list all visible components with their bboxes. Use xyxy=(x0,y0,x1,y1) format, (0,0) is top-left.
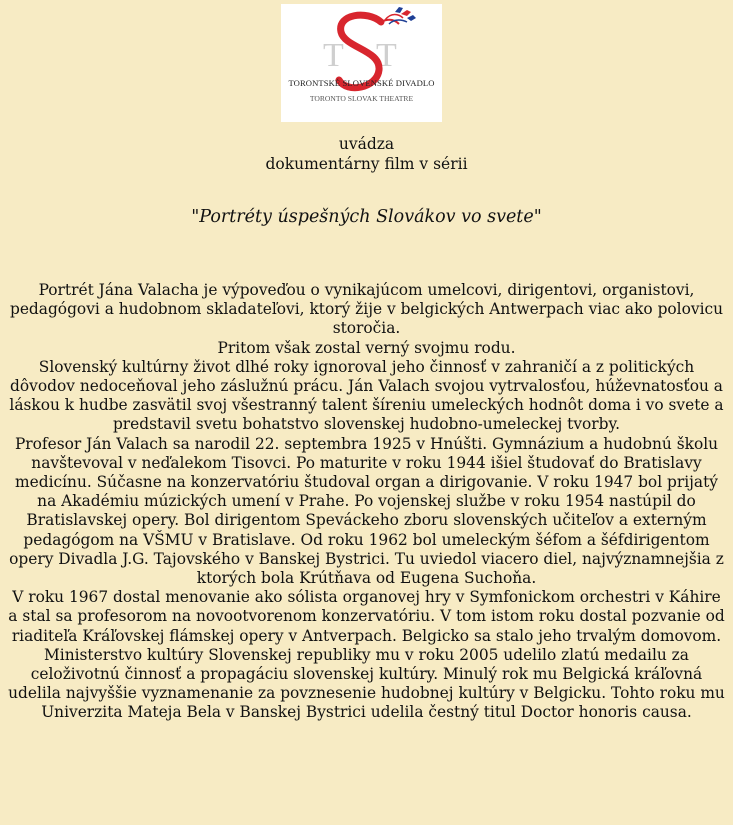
svg-text:T: T xyxy=(376,37,397,74)
bio-paragraph: Pritom však zostal verný svojmu rodu. xyxy=(217,338,516,357)
intro-presents: uvádza xyxy=(338,135,395,153)
series-title: "Portréty úspešných Slovákov vo svete" xyxy=(191,207,542,227)
bio-paragraph: Slovenský kultúrny život dlhé roky ignoroval jeho činnosť v zahraničí a z politických dôvodov nedoceňoval jeho záslužnú prácu. Ján Valach svojou vytrvalosťou, húževnatosťou a láskou k hudbe zasvätil svoj všestranný talent šíreniu umeleckých hodnôt doma i vo svete a predstavil svetu bohatstvo slovenskej hudobno-umeleckej tvorby. xyxy=(9,357,724,434)
theatre-logo xyxy=(281,4,442,122)
svg-text:T: T xyxy=(323,37,344,74)
logo-subtitle: TORONTO SLOVAK THEATRE xyxy=(309,94,414,103)
bio-paragraph: Portrét Jána Valacha je výpoveďou o vynikajúcom umelcovi, dirigentovi, organistovi, pedagógovi a hudobnom skladateľovi, ktorý žije v belgických Antwerpach viac ako polovicu storočia. xyxy=(9,281,724,338)
bio-paragraph: Profesor Ján Valach sa narodil 22. septembra 1925 v Hnúšti. Gymnázium a hudobnú školu navštevoval v neďalekom Tisovci. Po maturite v roku 1944 išiel študovať do Bratislavy medicínu. Súčasne na konzervatóriu študoval organ a dirigovanie. V roku 1947 bol prijatý na Akadémiu múzických umení v Prahe. Po vojenskej službe v roku 1954 nastúpil do Bratislavskej opery. Bol dirigentom Speváckeho zboru slovenských učiteľov a externým pedagógom na VŠMU v Bratislave. Od roku 1962 bol umeleckým šéfom a šéfdirigentom opery Divadla J.G. Tajovského v Banskej Bystrici. Tu uviedol viacero diel, najvýznamnejšia z ktorých bola Krútňava od Eugena Suchoňa. xyxy=(9,434,724,588)
bio-paragraph: Ministerstvo kultúry Slovenskej republiky mu v roku 2005 udelilo zlatú medailu za celoživotnú činnosť a propagáciu slovenskej kultúry. Minulý rok mu Belgická kráľovná udelila najvyššie vyznamenanie za povznesenie hudobnej kultúry v Belgicku. Tohto roku mu Univerzita Mateja Bela v Banskej Bystrici udelila čestný titul Doctor honoris causa. xyxy=(8,645,725,722)
intro xyxy=(0,134,733,174)
logo-title: TORONTSKÉ SLOVENSKÉ DIVADLO xyxy=(288,78,435,88)
theatre-logo-mark xyxy=(281,4,442,122)
intro-film-series: dokumentárny film v sérii xyxy=(265,155,468,173)
bio-paragraph: V roku 1967 dostal menovanie ako sólista organovej hry v Symfonickom orchestri v Káhire a stal sa profesorom na novootvorenom konzervatóriu. V tom istom roku dostal pozvanie od riaditeľa Kráľovskej flámskej opery v Antverpach. Belgicko sa stalo jeho trvalým domovom. xyxy=(8,588,725,645)
biography xyxy=(6,281,727,723)
